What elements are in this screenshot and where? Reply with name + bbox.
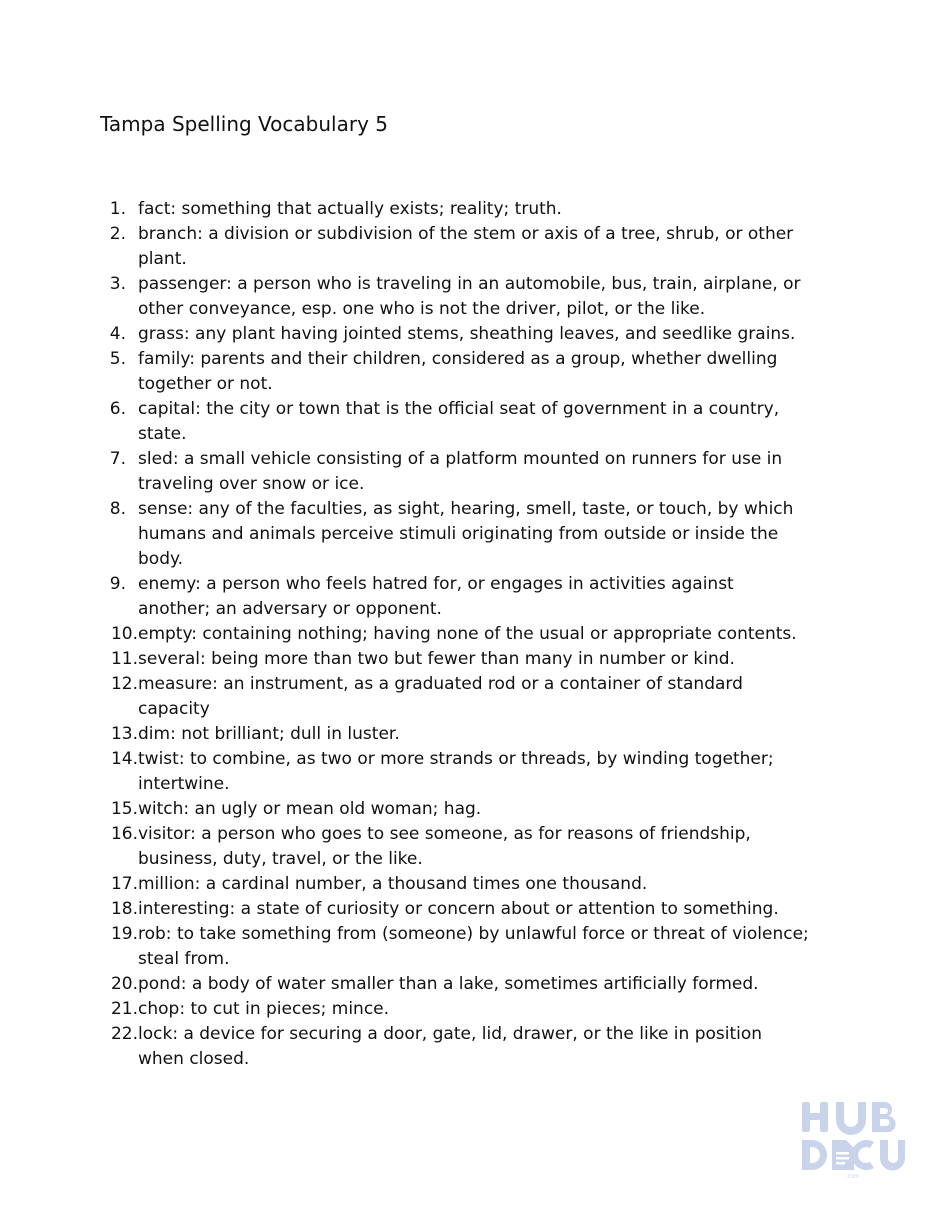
list-item-number: 18. [110, 899, 138, 919]
list-item [100, 222, 810, 272]
list-item-definition: lock: a device for securing a door, gate, lid, drawer, or the like in position when closed. [138, 1024, 763, 1069]
list-item-definition: sense: any of the faculties, as sight, hearing, smell, taste, or touch, by which humans and animals perceive stimuli originating from outside or inside the body. [138, 499, 794, 569]
list-item [100, 497, 810, 572]
list-item-number: 22. [110, 1024, 138, 1044]
list-item-definition: interesting: a state of curiosity or concern about or attention to something. [138, 899, 779, 919]
list-item-definition: enemy: a person who feels hatred for, or engages in activities against another; an adversary or opponent. [138, 574, 734, 619]
list-item-number: 2. [109, 224, 126, 244]
list-item [100, 197, 810, 222]
document-title: Tampa Spelling Vocabulary 5 [100, 112, 388, 136]
list-item-definition: fact: something that actually exists; reality; truth. [138, 199, 562, 219]
list-item [100, 272, 810, 322]
list-item-number: 1. [109, 199, 126, 219]
list-item-definition: pond: a body of water smaller than a lake, sometimes artificially formed. [138, 974, 759, 994]
list-item-definition: rob: to take something from (someone) by unlawful force or threat of violence; steal from. [138, 924, 809, 969]
list-item-number: 16. [110, 824, 138, 844]
list-item [100, 722, 810, 747]
list-item-definition: grass: any plant having jointed stems, sheathing leaves, and seedlike grains. [138, 324, 796, 344]
list-item-number: 10. [110, 624, 138, 644]
list-item [100, 322, 810, 347]
list-item-number: 8. [109, 499, 126, 519]
list-item-definition: twist: to combine, as two or more strands or threads, by winding together; intertwine. [138, 749, 774, 794]
list-item [100, 922, 810, 972]
list-item [100, 872, 810, 897]
list-item-definition: measure: an instrument, as a graduated rod or a container of standard capacity [138, 674, 743, 719]
list-item-number: 21. [110, 999, 138, 1019]
hubdocu-logo-watermark [796, 1098, 906, 1180]
list-item-definition: million: a cardinal number, a thousand times one thousand. [138, 874, 648, 894]
list-item [100, 1022, 810, 1072]
list-item-number: 7. [109, 449, 126, 469]
list-item-definition: sled: a small vehicle consisting of a platform mounted on runners for use in traveling over snow or ice. [138, 449, 783, 494]
list-item-definition: visitor: a person who goes to see someone, as for reasons of friendship, business, duty, travel, or the like. [138, 824, 751, 869]
list-item-definition: capital: the city or town that is the official seat of government in a country, state. [138, 399, 780, 444]
list-item-number: 13. [110, 724, 138, 744]
list-item-definition: branch: a division or subdivision of the stem or axis of a tree, shrub, or other plant. [138, 224, 794, 269]
list-item-definition: empty: containing nothing; having none of the usual or appropriate contents. [138, 624, 797, 644]
list-item [100, 672, 810, 722]
watermark-suffix: .com [846, 1174, 860, 1180]
list-item [100, 797, 810, 822]
list-item-definition: several: being more than two but fewer than many in number or kind. [138, 649, 735, 669]
list-item-number: 6. [109, 399, 126, 419]
list-item-number: 15. [110, 799, 138, 819]
list-item-number: 12. [110, 674, 138, 694]
vocabulary-list [100, 197, 810, 1072]
list-item [100, 997, 810, 1022]
list-item [100, 622, 810, 647]
list-item [100, 897, 810, 922]
list-item-number: 19. [110, 924, 138, 944]
list-item [100, 447, 810, 497]
list-item [100, 397, 810, 447]
list-item-number: 17. [110, 874, 138, 894]
list-item-number: 4. [109, 324, 126, 344]
list-item [100, 972, 810, 997]
list-item-number: 9. [109, 574, 126, 594]
list-item-definition: chop: to cut in pieces; mince. [138, 999, 390, 1019]
list-item-definition: passenger: a person who is traveling in an automobile, bus, train, airplane, or other conveyance, esp. one who is not the driver, pilot, or the like. [138, 274, 801, 319]
list-item [100, 822, 810, 872]
list-item-definition: dim: not brilliant; dull in luster. [138, 724, 400, 744]
list-item-number: 20. [110, 974, 138, 994]
list-item-number: 5. [109, 349, 126, 369]
list-item [100, 347, 810, 397]
list-item-definition: witch: an ugly or mean old woman; hag. [138, 799, 482, 819]
list-item-definition: family: parents and their children, considered as a group, whether dwelling together or not. [138, 349, 778, 394]
list-item [100, 747, 810, 797]
list-item [100, 572, 810, 622]
list-item-number: 14. [110, 749, 138, 769]
list-item-number: 3. [109, 274, 126, 294]
list-item [100, 647, 810, 672]
list-item-number: 11. [110, 649, 138, 669]
